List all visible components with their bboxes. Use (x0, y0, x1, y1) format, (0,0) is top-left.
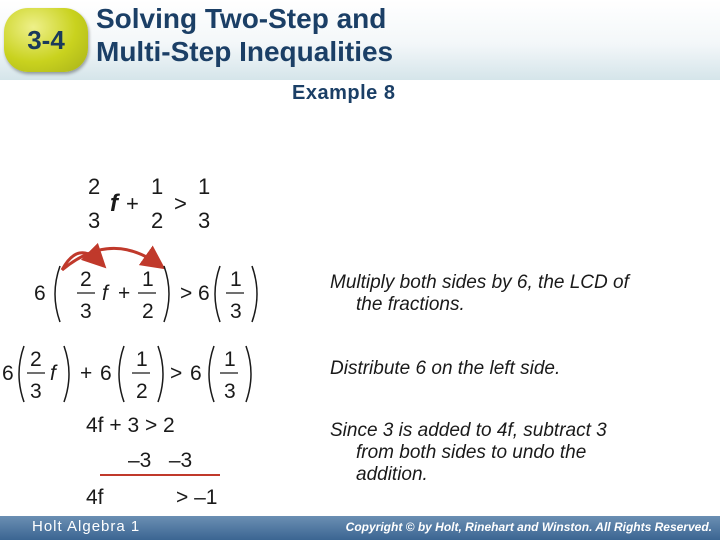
explanation-line: Multiply both sides by 6, the LCD of (330, 272, 629, 293)
lesson-title (96, 2, 393, 68)
explanation-line: Since 3 is added to 4f, subtract 3 (330, 420, 607, 441)
multiplier-6: 6 (190, 362, 202, 385)
inequality-row-1 (80, 168, 240, 240)
fraction-1-3-numerator: 1 (224, 348, 236, 371)
multiplier-6: 6 (198, 282, 210, 305)
lesson-number: 3-4 (27, 25, 65, 55)
multiplier-6: 6 (2, 362, 14, 385)
fraction-2-3-denominator: 3 (88, 208, 101, 233)
slide-header (0, 0, 720, 80)
copyright-notice: Copyright © by Holt, Rinehart and Winston. All Rights Reserved. (345, 520, 712, 534)
explanation-step-3 (330, 420, 607, 486)
greater-than-sign: > (174, 191, 187, 216)
explanation-line: the fractions. (356, 294, 465, 315)
lesson-badge (4, 8, 88, 72)
multiplier-6: 6 (34, 282, 46, 305)
plus-sign: + (80, 362, 93, 385)
fraction-1-2-denominator: 2 (151, 208, 164, 233)
explanation-line: from both sides to undo the (356, 442, 587, 463)
fraction-1-3-denominator: 3 (224, 380, 236, 403)
inequality-row-4: 4f + 3 > 2 (86, 414, 175, 437)
greater-than-sign: > (170, 362, 183, 385)
fraction-2-3-numerator: 2 (80, 268, 92, 291)
greater-than-sign: > (180, 282, 193, 305)
explanation-line: addition. (356, 464, 428, 485)
fraction-1-2-numerator: 1 (136, 348, 148, 371)
variable-f: f (110, 190, 118, 217)
fraction-2-3-denominator: 3 (30, 380, 42, 403)
variable-f: f (102, 282, 108, 305)
fraction-2-3-numerator: 2 (88, 174, 101, 199)
fraction-1-2-numerator: 1 (151, 174, 164, 199)
course-name: Holt Algebra 1 (32, 518, 141, 535)
inequality-row-3 (0, 340, 270, 408)
slide-footer (0, 516, 720, 540)
fraction-1-3-numerator: 1 (230, 268, 242, 291)
plus-sign: + (118, 282, 131, 305)
plus-sign: + (126, 191, 139, 216)
subtraction-underline (100, 474, 220, 476)
fraction-1-2-denominator: 2 (136, 380, 148, 403)
fraction-2-3-denominator: 3 (80, 300, 92, 323)
fraction-2-3-numerator: 2 (30, 348, 42, 371)
fraction-1-3-denominator: 3 (198, 208, 211, 233)
example-label: Example 8 (292, 82, 396, 104)
title-line-1: Solving Two-Step and (96, 3, 387, 34)
fraction-1-3-numerator: 1 (198, 174, 211, 199)
variable-f: f (50, 362, 56, 385)
explanation-step-2 (330, 358, 560, 380)
subtraction-row: –3 –3 (128, 449, 193, 472)
result-right: > –1 (176, 486, 218, 509)
explanation-step-1 (330, 272, 629, 316)
fraction-1-3-denominator: 3 (230, 300, 242, 323)
inequality-row-2 (30, 260, 270, 328)
multiplier-6: 6 (100, 362, 112, 385)
result-left: 4f (86, 486, 104, 509)
fraction-1-2-numerator: 1 (142, 268, 154, 291)
title-line-2: Multi-Step Inequalities (96, 36, 394, 67)
fraction-1-2-denominator: 2 (142, 300, 154, 323)
explanation-line: Distribute 6 on the left side. (330, 358, 561, 379)
